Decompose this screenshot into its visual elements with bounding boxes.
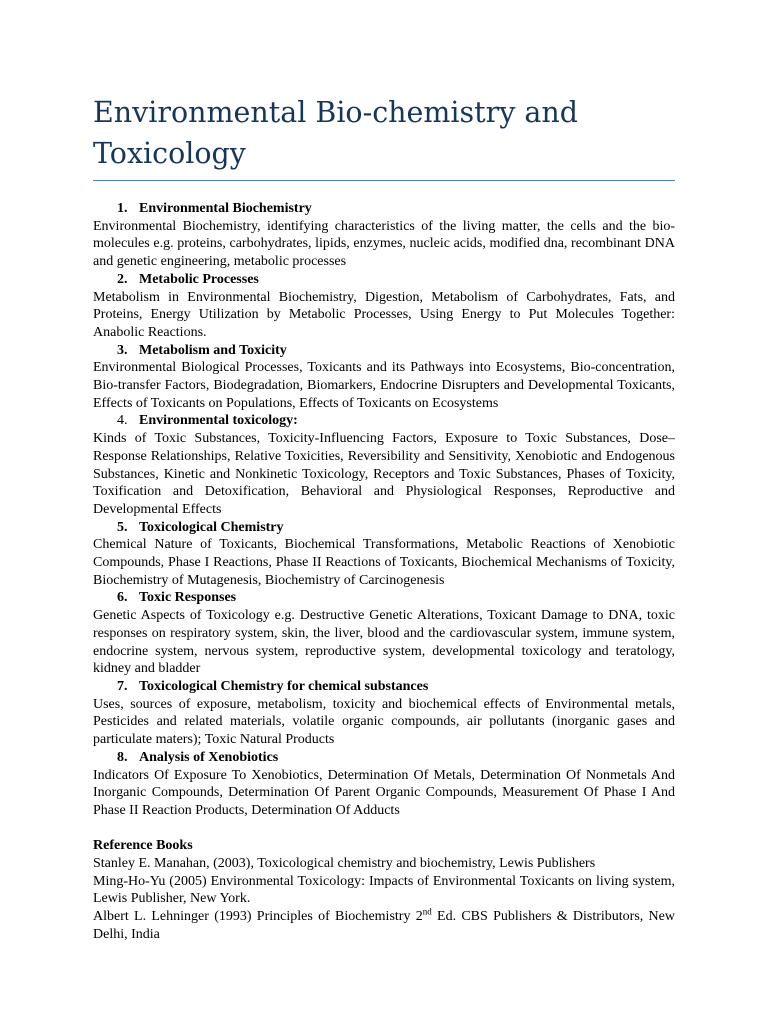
section-title: Toxicological Chemistry [139,519,284,535]
section-text: Environmental Biological Processes, Toxicants and its Pathways into Ecosystems, Bio-concentration, Bio-transfer Factors, Biodegradation, Biomarkers, Endocrine Disrupters and Developmental Toxicants, Effects of Toxicants on Populations, Effects of Toxicants on Ecosystems [93,360,675,411]
section-number: 1. [117,201,128,216]
section-title: Metabolic Processes [139,271,259,287]
section-5 [93,519,675,590]
section-2 [93,271,675,342]
document-body [93,200,675,944]
reference-item [93,908,675,943]
reference-text-continued: Ed. CBS Publishers & Distributors, New Delhi, India [93,909,675,942]
section-heading [93,271,675,289]
section-number: 4. [117,413,128,429]
section-heading [93,342,675,360]
section-number: 6. [117,590,128,606]
section-heading [93,412,675,430]
section-number: 8. [117,749,128,765]
section-text: Indicators Of Exposure To Xenobiotics, Determination Of Metals, Determination Of Nonmetals And Inorganic Compounds, Determination Of Parent Organic Compounds, Measurement Of Phase I And Phase II Reaction Products, Determination Of Adducts [93,767,675,818]
section-heading [93,678,675,696]
section-title: Analysis of Xenobiotics [139,749,279,765]
section-7 [93,678,675,749]
references [93,837,675,943]
section-number: 2. [117,271,128,287]
section-heading [93,519,675,537]
section-title: Environmental toxicology: [139,413,298,429]
superscript-ordinal: nd [422,906,432,917]
section-number: 5. [117,519,128,535]
document-page [93,0,675,944]
section-8 [93,749,675,820]
section-title: Environmental Biochemistry [139,201,312,216]
section-number: 7. [117,678,128,694]
section-text: Kinds of Toxic Substances, Toxicity-Influencing Factors, Exposure to Toxic Substances, Dose–Response Relationships, Relative Toxicities, Reversibility and Sensitivity, Xenobiotic and Endogenous Substances, Kinetic and Nonkinetic Toxicology, Receptors and Toxic Substances, Phases of Toxicity, Toxification and Detoxification, Behavioral and Physiological Responses, Reproductive and Developmental Effects [93,431,675,517]
section-number: 3. [117,342,128,358]
section-6 [93,589,675,678]
section-heading [93,200,675,218]
section-title: Metabolism and Toxicity [139,342,287,358]
section-1 [93,200,675,271]
section-title: Toxicological Chemistry for chemical substances [139,678,429,694]
section-text: Environmental Biochemistry, identifying characteristics of the living matter, the cells and the bio-molecules e.g. proteins, carbohydrates, lipids, enzymes, nucleic acids, modified dna, recombinant DNA and genetic engineering, metabolic processes [93,218,675,270]
reference-text: Albert L. Lehninger (1993) Principles of Biochemistry 2 [93,909,423,925]
section-text: Genetic Aspects of Toxicology e.g. Destructive Genetic Alterations, Toxicant Damage to DNA, toxic responses on respiratory system, skin, the liver, blood and the cardiovascular system, immune system, endocrine system, nervous system, reproductive system, developmental toxicology and teratology, kidney and bladder [93,608,675,677]
section-4 [93,412,675,518]
section-text: Chemical Nature of Toxicants, Biochemical Transformations, Metabolic Reactions of Xenobiotic Compounds, Phase I Reactions, Phase II Reactions of Toxicants, Biochemical Mechanisms of Toxicity, Biochemistry of Mutagenesis, Biochemistry of Carcinogenesis [93,537,675,588]
section-heading [93,749,675,767]
section-text: Uses, sources of exposure, metabolism, toxicity and biochemical effects of Environmental metals, Pesticides and related materials, volatile organic compounds, air pollutants (inorganic gases and particulate maters); Toxic Natural Products [93,696,675,748]
section-3 [93,342,675,413]
section-text: Metabolism in Environmental Biochemistry, Digestion, Metabolism of Carbohydrates, Fats, and Proteins, Energy Utilization by Metabolic Processes, Using Energy to Put Molecules Together: Anabolic Reactions. [93,289,675,340]
reference-item: Stanley E. Manahan, (2003), Toxicological chemistry and biochemistry, Lewis Publishers [93,856,596,871]
section-title: Toxic Responses [139,590,237,606]
reference-item: Ming-Ho-Yu (2005) Environmental Toxicology: Impacts of Environmental Toxicants on living system, Lewis Publisher, New York. [93,873,675,907]
references-heading: Reference Books [93,838,193,854]
section-heading [93,589,675,607]
document-title: Environmental Bio-chemistry and Toxicology [93,0,675,181]
